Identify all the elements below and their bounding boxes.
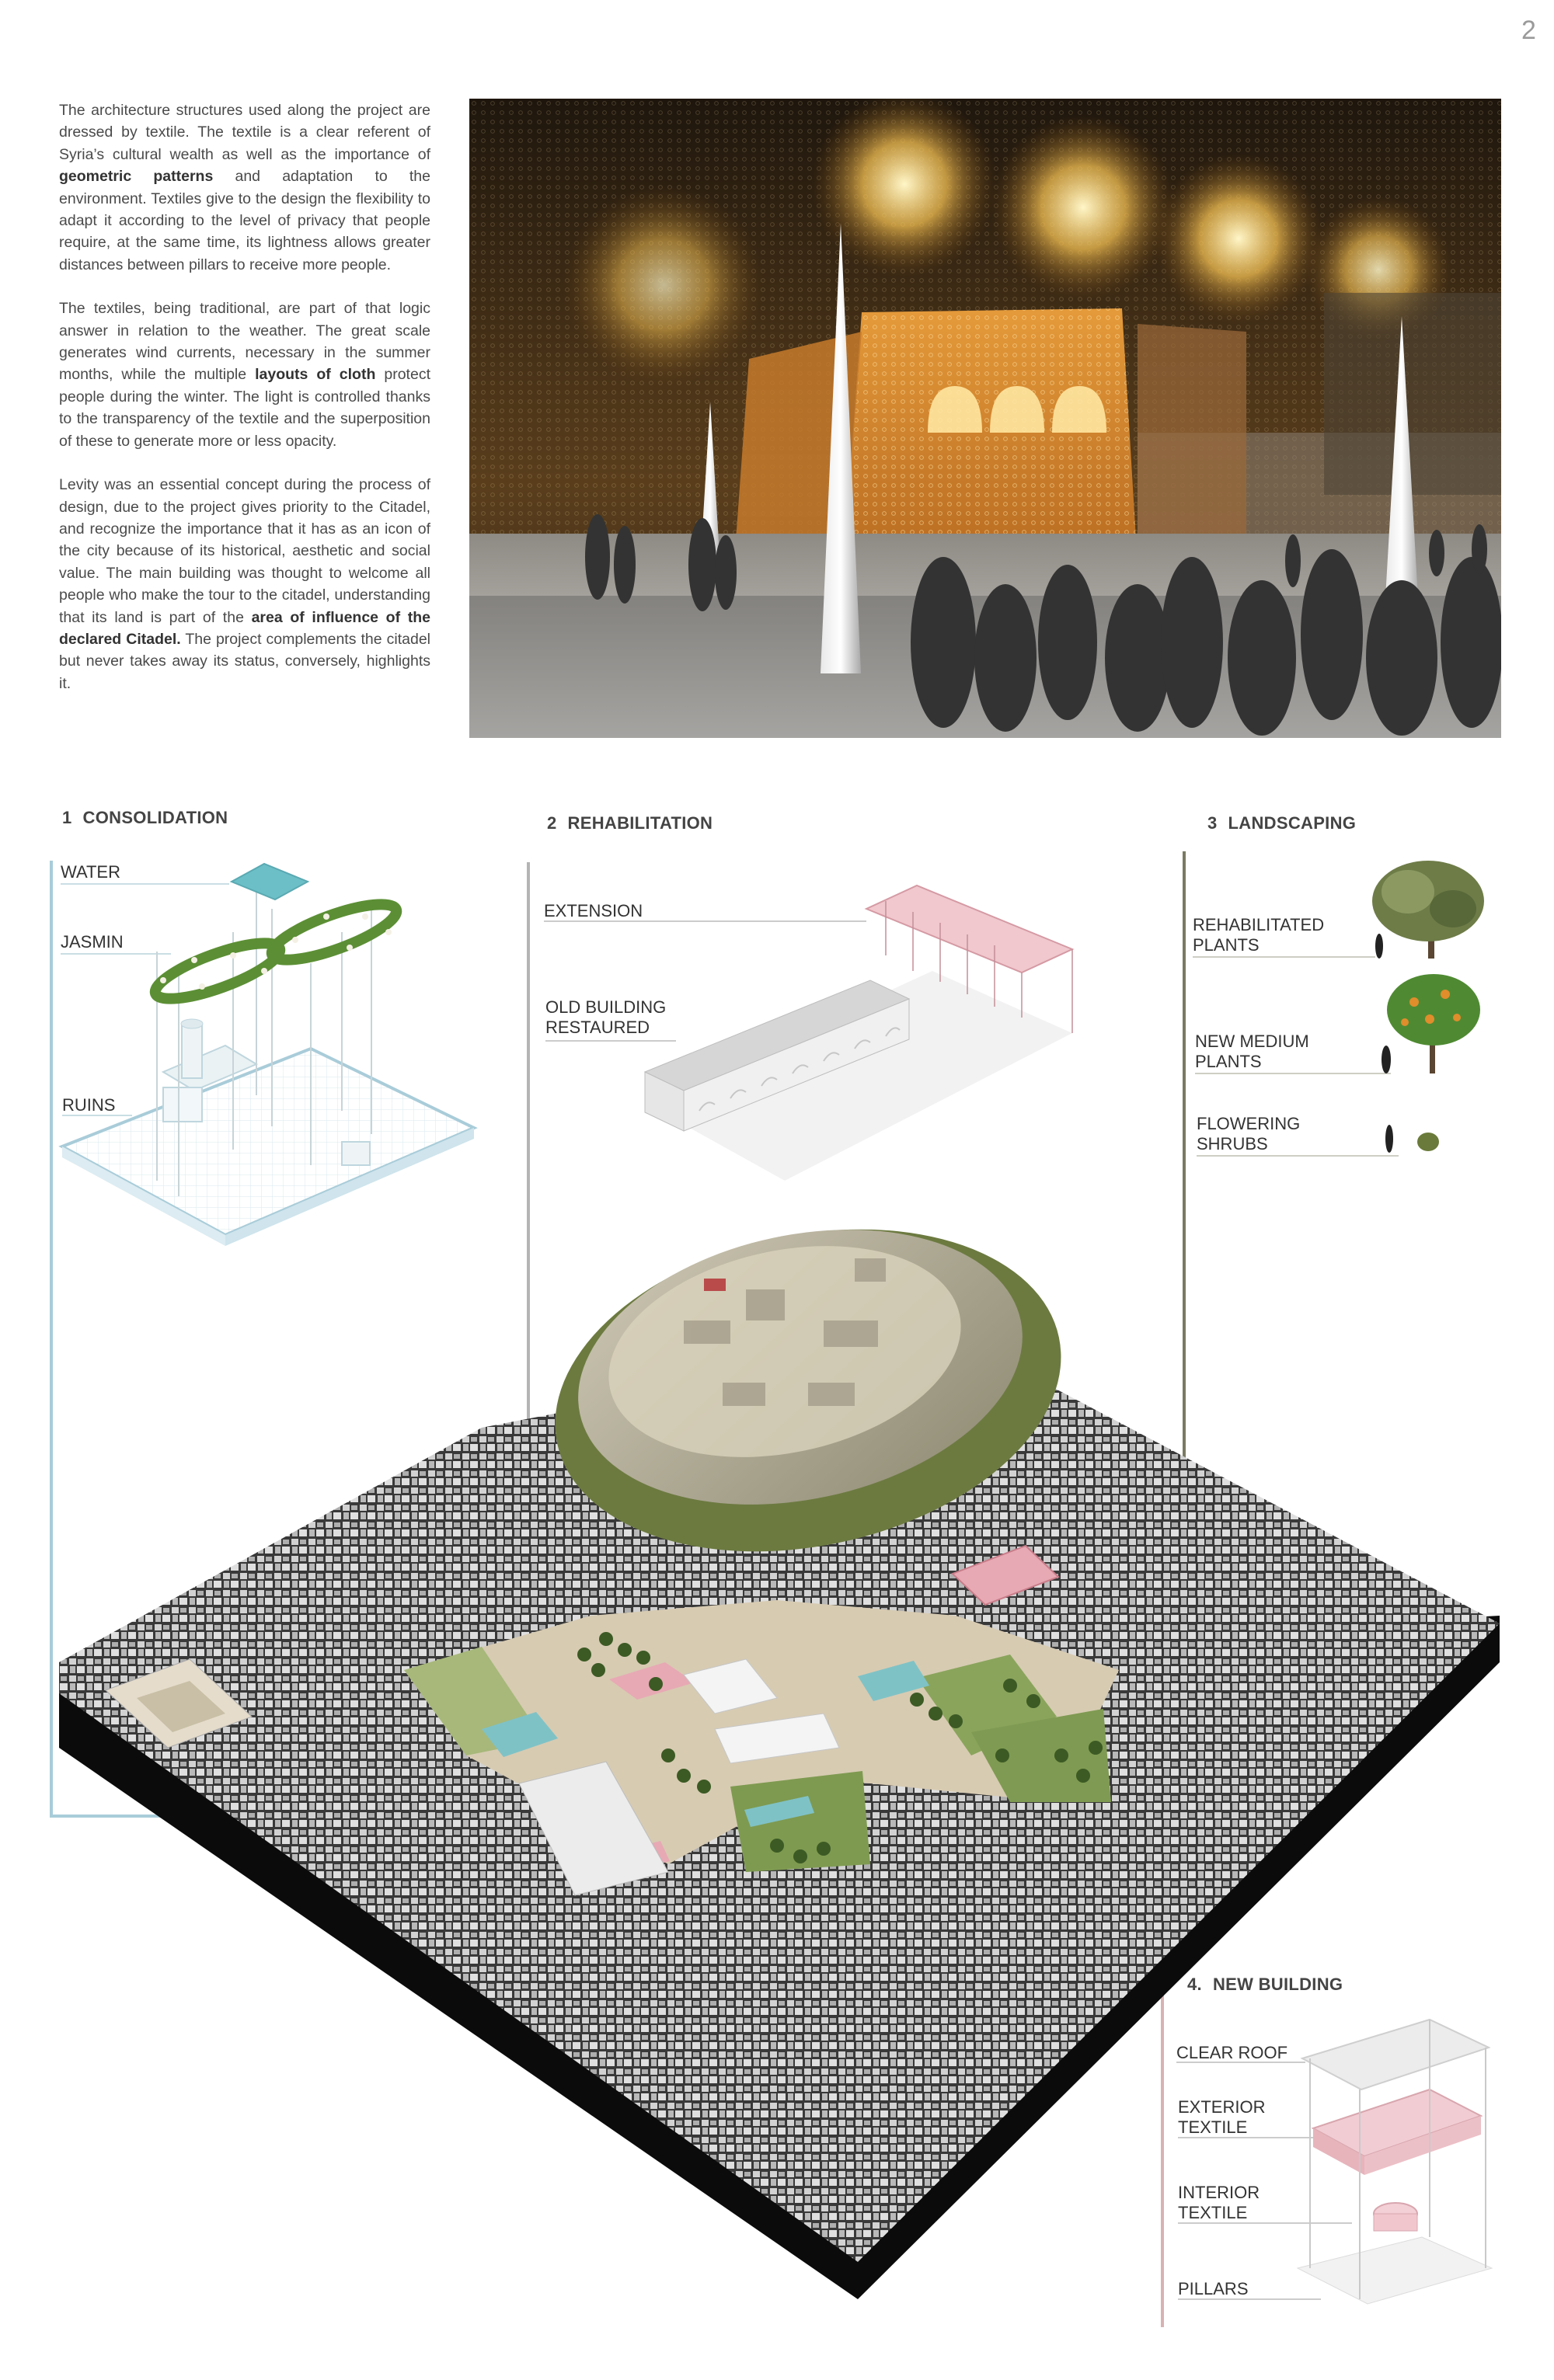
page-number: 2 bbox=[1521, 16, 1536, 45]
label-pillars: PILLARS bbox=[1178, 2279, 1249, 2298]
label-new-medium-plants: NEW MEDIUM PLANTS bbox=[1195, 1032, 1309, 1071]
label-flowering-shrubs: FLOWERING SHRUBS bbox=[1197, 1114, 1301, 1153]
label-rehabilitated-plants: REHABILITATED PLANTS bbox=[1193, 915, 1325, 955]
label-jasmin: JASMIN bbox=[61, 932, 124, 952]
label-interior-textile: INTERIOR TEXTILE bbox=[1178, 2183, 1260, 2222]
section-title-rehabilitation: 2 REHABILITATION bbox=[547, 813, 713, 833]
section-title-landscaping: 3 LANDSCAPING bbox=[1207, 813, 1357, 833]
intro-paragraph-3: Levity was an essential concept during the process of design, due to the project gives priority to the Citadel, and recognize the importance that it has as an icon of the city because of its historical, aesthetic and social value. The main building was thought to welcome all people who make the tour to the citadel, understanding that its land is part of the area of influence of the declared Citadel. The project complements the citadel but never takes away its status, conversely, highlights it. bbox=[59, 476, 431, 692]
label-ruins: RUINS bbox=[62, 1095, 116, 1115]
section-number: 1 bbox=[62, 808, 72, 827]
section-title-new-building: 4. NEW BUILDING bbox=[1187, 1975, 1343, 1994]
site-axonometric bbox=[59, 1185, 1500, 2299]
label-extension: EXTENSION bbox=[544, 901, 643, 920]
intro-paragraph-1: The architecture structures used along the project are dressed by textile. The textile is a clear referent of Syria’s cultural wealth as well as the importance of geometric patterns and adaptation to the environment. Textiles give to the design the flexibility to adapt it according to the level of privacy that people require, at the same time, its lightness allows greater distances between pillars to receive more people. bbox=[59, 102, 430, 273]
intro-paragraph-2: The textiles, being traditional, are part of that logic answer in relation to the weather. The great scale generates wind currents, necessary in the summer months, while the multiple layouts of cloth protect people during the winter. The light is controlled thanks to the transparency of the textile and the superposition of these to generate more or less opacity. bbox=[59, 300, 430, 450]
label-clear-roof: CLEAR ROOF bbox=[1176, 2043, 1288, 2062]
label-exterior-textile: EXTERIOR TEXTILE bbox=[1178, 2097, 1266, 2137]
section-title-consolidation: 1 CONSOLIDATION bbox=[62, 808, 228, 827]
label-old-building: OLD BUILDING RESTAURED bbox=[545, 997, 667, 1037]
label-water: WATER bbox=[61, 862, 120, 882]
